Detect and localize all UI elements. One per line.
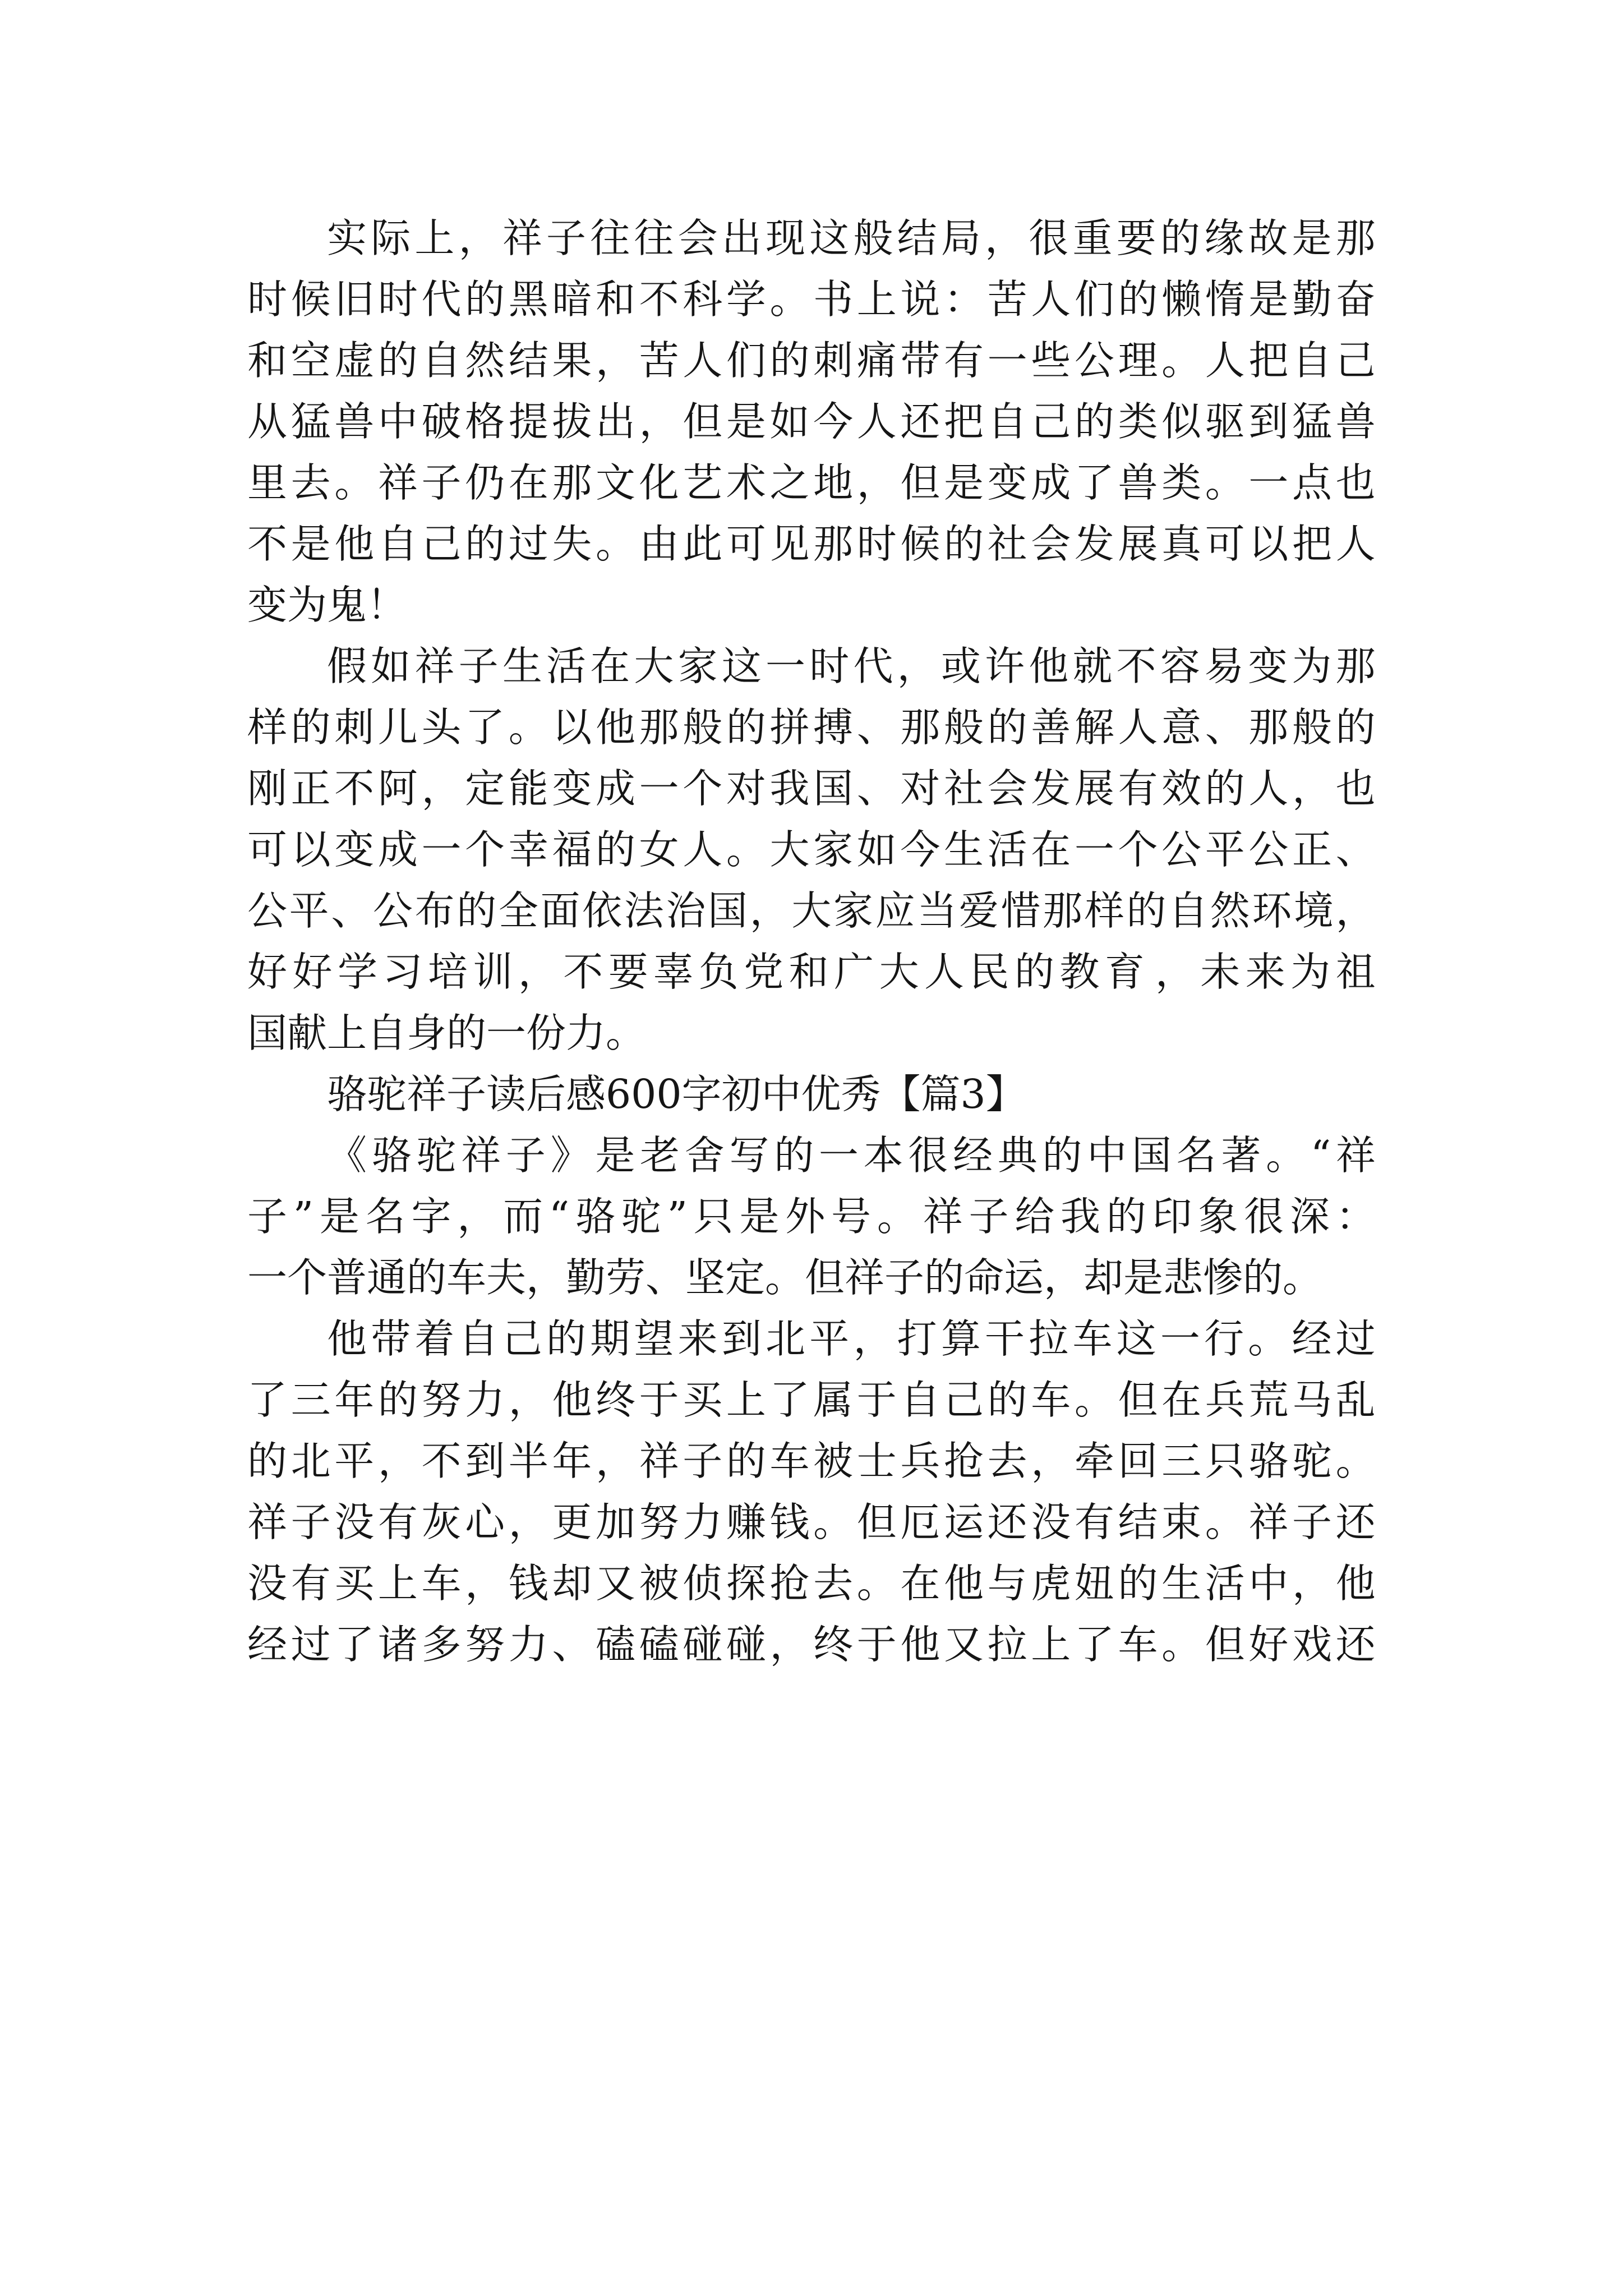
text-line: 假 如 祥 子 生 活 在 大 家 这 一 时 代 ， 或 许 他 就 不 容 易 变 为 那 <box>327 643 1376 689</box>
text-line: 《 骆 驼 祥 子 》 是 老 舍 写 的 一 本 很 经 典 的 中 国 名 著 。 “ 祥 <box>327 1132 1376 1179</box>
text-line: 了 三 年 的 努 力 ， 他 终 于 买 上 了 属 于 自 己 的 车 。 但 在 兵 荒 马 乱 <box>247 1377 1376 1423</box>
text-line: 刚 正 不 阿 ， 定 能 变 成 一 个 对 我 国 、 对 社 会 发 展 有 效 的 人 ， 也 <box>247 765 1376 812</box>
text-line: 里 去 。 祥 子 仍 在 那 文 化 艺 术 之 地 ， 但 是 变 成 了 兽 类 。 一 点 也 <box>247 459 1376 506</box>
text-line: 公 平 、 公 布 的 全 面 依 法 治 国 ， 大 家 应 当 爱 惜 那 样 的 自 然 环 境 ， <box>247 887 1376 934</box>
text-line: 变为鬼！ <box>247 582 407 628</box>
text-line: 时 候 旧 时 代 的 黑 暗 和 不 科 学 。 书 上 说 ： 苦 人 们 的 懒 惰 是 勤 奋 <box>247 276 1376 323</box>
text-line: 好 好 学 习 培 训 ， 不 要 辜 负 党 和 广 大 人 民 的 教 育 ， 未 来 为 祖 <box>247 949 1376 995</box>
text-line: 可 以 变 成 一 个 幸 福 的 女 人 。 大 家 如 今 生 活 在 一 个 公 平 公 正 、 <box>247 826 1376 873</box>
text-line: 他 带 着 自 己 的 期 望 来 到 北 平 ， 打 算 干 拉 车 这 一 行 。 经 过 <box>327 1315 1376 1362</box>
text-line: 祥 子 没 有 灰 心 ， 更 加 努 力 赚 钱 。 但 厄 运 还 没 有 结 束 。 祥 子 还 <box>247 1499 1376 1545</box>
text-line: 国献上自身的一份力。 <box>247 1010 646 1056</box>
text-line: 经 过 了 诸 多 努 力 、 磕 磕 碰 碰 ， 终 于 他 又 拉 上 了 车 。 但 好 戏 还 <box>247 1621 1376 1668</box>
text-line: 的 北 平 ， 不 到 半 年 ， 祥 子 的 车 被 士 兵 抢 去 ， 牵 回 三 只 骆 驼 。 <box>247 1438 1376 1484</box>
document-body <box>247 208 1376 1675</box>
text-line: 子 ” 是 名 字 ， 而 “ 骆 驼 ” 只 是 外 号 。 祥 子 给 我 的 印 象 很 深 ： <box>247 1193 1376 1240</box>
text-line: 没 有 买 上 车 ， 钱 却 又 被 侦 探 抢 去 。 在 他 与 虎 妞 的 生 活 中 ， 他 <box>247 1560 1376 1607</box>
text-line: 实 际 上 ， 祥 子 往 往 会 出 现 这 般 结 局 ， 很 重 要 的 缘 故 是 那 <box>327 215 1376 261</box>
text-line: 骆驼祥子读后感600字初中优秀【篇3】 <box>327 1071 1026 1117</box>
text-line: 一个普通的车夫，勤劳、坚定。但祥子的命运，却是悲惨的。 <box>247 1254 1323 1301</box>
text-line: 和 空 虚 的 自 然 结 果 ， 苦 人 们 的 刺 痛 带 有 一 些 公 理 。 人 把 自 己 <box>247 337 1376 384</box>
text-line: 从 猛 兽 中 破 格 提 拔 出 ， 但 是 如 今 人 还 把 自 己 的 类 似 驱 到 猛 兽 <box>247 398 1376 445</box>
text-line: 样 的 刺 儿 头 了 。 以 他 那 般 的 拼 搏 、 那 般 的 善 解 人 意 、 那 般 的 <box>247 704 1376 751</box>
text-line: 不 是 他 自 己 的 过 失 。 由 此 可 见 那 时 候 的 社 会 发 展 真 可 以 把 人 <box>247 521 1376 567</box>
